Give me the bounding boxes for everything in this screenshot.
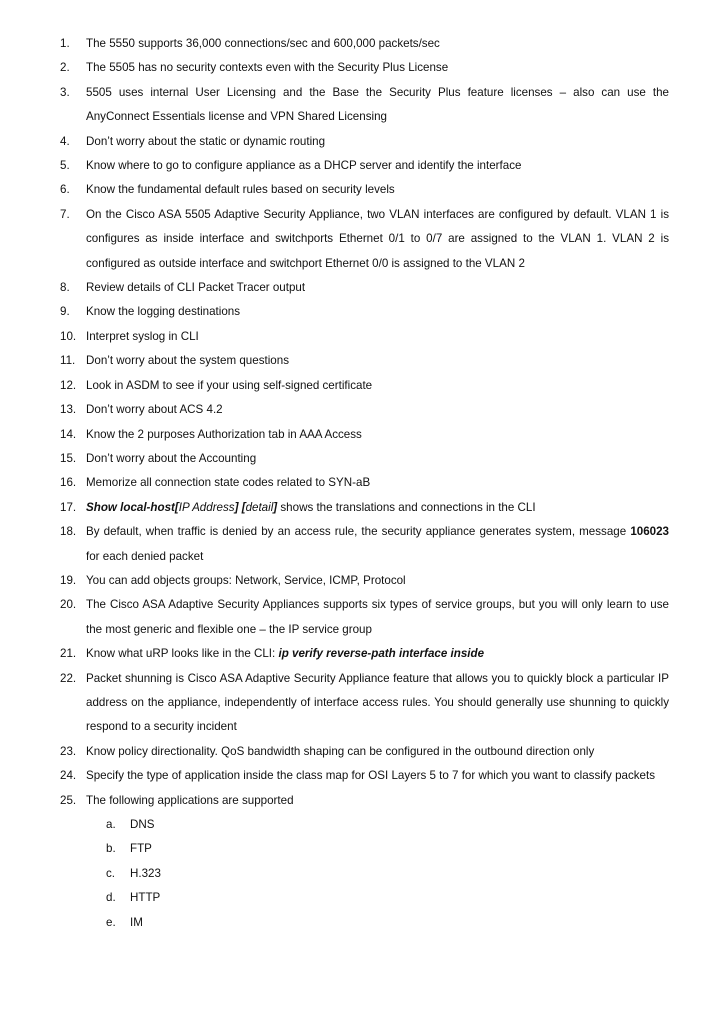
- sublist-item-text: DNS: [130, 818, 155, 831]
- list-item-number: 11.: [60, 354, 76, 368]
- text-run: Look in ASDM to see if your using self-signed certificate: [86, 378, 373, 392]
- applications-sublist: [60, 813, 669, 935]
- text-run: Interpret syslog in CLI: [86, 329, 199, 343]
- list-item: [60, 32, 669, 56]
- list-item-text: [86, 374, 669, 398]
- text-run: ] [: [234, 500, 246, 514]
- list-item-number: 10.: [60, 329, 77, 343]
- list-item: [60, 593, 669, 642]
- text-run: Don’t worry about the static or dynamic routing: [86, 134, 326, 148]
- list-item: [60, 569, 669, 593]
- text-run: Know what uRP looks like in the CLI:: [86, 647, 279, 661]
- list-item: [60, 374, 669, 398]
- text-run: ip verify reverse-path interface inside: [278, 647, 485, 661]
- list-item-number: 3.: [60, 85, 70, 99]
- text-run: Show local-host[: [86, 500, 179, 514]
- list-item-text: [86, 593, 669, 642]
- text-run: By default, when traffic is denied by an access rule, the security appliance generates system, message: [86, 525, 631, 539]
- list-item-number: 17.: [60, 500, 77, 514]
- list-item: [60, 447, 669, 471]
- list-item-number: 8.: [60, 281, 70, 295]
- list-item-text: [86, 447, 669, 471]
- text-run: The 5550 supports 36,000 connections/sec and 600,000 packets/sec: [86, 37, 440, 50]
- sublist-item: [60, 862, 669, 886]
- text-run: Know the 2 purposes Authorization tab in AAA Access: [86, 427, 362, 441]
- list-item-text: [86, 276, 669, 300]
- text-run: detail: [245, 500, 274, 514]
- list-item-number: 5.: [60, 159, 70, 173]
- list-item-number: 1.: [60, 37, 70, 50]
- list-item: [60, 789, 669, 813]
- text-run: Know the logging destinations: [86, 305, 241, 319]
- list-item-number: 6.: [60, 183, 70, 197]
- list-item-number: 4.: [60, 134, 70, 148]
- text-run: IP Address: [178, 500, 235, 514]
- list-item-text: [86, 740, 669, 764]
- list-item-text: [86, 764, 669, 788]
- list-item: [60, 642, 669, 666]
- list-item-text: [86, 56, 669, 80]
- list-item-text: [86, 496, 669, 520]
- list-item-number: 21.: [60, 647, 77, 661]
- list-item: [60, 178, 669, 202]
- text-run: The Cisco ASA Adaptive Security Appliances supports six types of service groups, but you will only learn to use the most generic and flexible one – the IP service group: [86, 598, 669, 636]
- list-item: [60, 764, 669, 788]
- text-run: The 5505 has no security contexts even with the Security Plus License: [86, 61, 449, 75]
- text-run: Don’t worry about ACS 4.2: [86, 403, 223, 417]
- list-item: [60, 349, 669, 373]
- list-item: [60, 667, 669, 740]
- list-item-text: [86, 520, 669, 569]
- list-item-number: 9.: [60, 305, 70, 319]
- list-item-text: [86, 81, 669, 130]
- text-run: Know the fundamental default rules based on security levels: [86, 183, 395, 197]
- list-item-text: [86, 667, 669, 740]
- sublist-item-text: IM: [130, 915, 143, 929]
- text-run: for each denied packet: [86, 549, 204, 563]
- list-item: [60, 154, 669, 178]
- text-run: On the Cisco ASA 5505 Adaptive Security Appliance, two VLAN interfaces are configured by default. VLAN 1 is configures as inside interface and switchports Ethernet 0/1 to 0/7 are assigned to the VLAN 1. VLAN 2 is configured as outside interface and switchport Ethernet 0/0 is assigned to the VLAN 2: [86, 207, 669, 270]
- text-run: shows the translations and connections in the CLI: [277, 500, 536, 514]
- text-run: Don’t worry about the system questions: [86, 354, 289, 368]
- list-item-text: [86, 349, 669, 373]
- list-item-number: 15.: [60, 451, 77, 465]
- list-item: [60, 496, 669, 520]
- list-item: [60, 81, 669, 130]
- sublist-item-text: H.323: [130, 866, 161, 880]
- text-run: Know policy directionality. QoS bandwidth shaping can be configured in the outbound direction only: [86, 744, 595, 758]
- text-run: ]: [273, 500, 278, 514]
- list-item-text: [86, 569, 669, 593]
- list-item-text: [86, 203, 669, 276]
- list-item-text: [86, 130, 669, 154]
- text-run: Know where to go to configure appliance as a DHCP server and identify the interface: [86, 159, 522, 173]
- sublist-item-letter: a.: [106, 818, 116, 831]
- numbered-list: [60, 32, 669, 813]
- sublist-item-letter: d.: [106, 891, 116, 905]
- list-item-number: 22.: [60, 671, 77, 685]
- sublist-item-text: FTP: [130, 842, 152, 856]
- sublist-item: [60, 886, 669, 910]
- text-run: 5505 uses internal User Licensing and the Base the Security Plus feature licenses – also can use the AnyConnect Essentials license and VPN Shared Licensing: [86, 85, 669, 124]
- list-item-number: 20.: [60, 598, 77, 612]
- list-item: [60, 276, 669, 300]
- list-item-text: [86, 423, 669, 447]
- list-item-text: [86, 300, 669, 324]
- sublist-item-text: HTTP: [130, 891, 161, 905]
- list-item: [60, 740, 669, 764]
- list-item-number: 13.: [60, 403, 77, 417]
- list-item-number: 23.: [60, 744, 77, 758]
- list-item-number: 7.: [60, 207, 70, 221]
- document-page: [60, 32, 669, 935]
- sublist-item-letter: b.: [106, 842, 116, 856]
- list-item: [60, 325, 669, 349]
- text-run: Packet shunning is Cisco ASA Adaptive Security Appliance feature that allows you to quickly block a particular IP address on the appliance, independently of interface access rules. You should generally use shunning to quickly respond to a security incident: [86, 671, 669, 734]
- list-item-number: 14.: [60, 427, 77, 441]
- list-item: [60, 56, 669, 80]
- list-item: [60, 520, 669, 569]
- list-item-number: 12.: [60, 378, 77, 392]
- list-item: [60, 471, 669, 495]
- list-item-number: 24.: [60, 769, 77, 783]
- text-run: Memorize all connection state codes related to SYN-aB: [86, 476, 371, 490]
- list-item-text: [86, 398, 669, 422]
- sublist-item-letter: c.: [106, 866, 116, 880]
- list-item-text: [86, 178, 669, 202]
- sublist-item: [60, 813, 669, 837]
- text-run: 106023: [630, 525, 669, 539]
- list-item-number: 18.: [60, 525, 77, 539]
- list-item: [60, 423, 669, 447]
- list-item: [60, 130, 669, 154]
- sublist-item: [60, 837, 669, 861]
- text-run: The following applications are supported: [86, 793, 294, 807]
- list-item: [60, 203, 669, 276]
- sublist-item: [60, 911, 669, 935]
- list-item: [60, 398, 669, 422]
- sublist-item-letter: e.: [106, 915, 116, 929]
- list-item-text: [86, 789, 669, 813]
- list-item-number: 16.: [60, 476, 77, 490]
- text-run: Review details of CLI Packet Tracer output: [86, 281, 306, 295]
- list-item-text: [86, 325, 669, 349]
- list-item-text: [86, 32, 669, 56]
- list-item-number: 19.: [60, 573, 77, 587]
- text-run: Don’t worry about the Accounting: [86, 451, 257, 465]
- list-item-text: [86, 642, 669, 666]
- list-item-number: 2.: [60, 61, 70, 75]
- list-item-text: [86, 154, 669, 178]
- text-run: Specify the type of application inside the class map for OSI Layers 5 to 7 for which you want to classify packets: [86, 769, 656, 783]
- list-item-number: 25.: [60, 793, 77, 807]
- list-item: [60, 300, 669, 324]
- list-item-text: [86, 471, 669, 495]
- text-run: You can add objects groups: Network, Service, ICMP, Protocol: [86, 573, 406, 587]
